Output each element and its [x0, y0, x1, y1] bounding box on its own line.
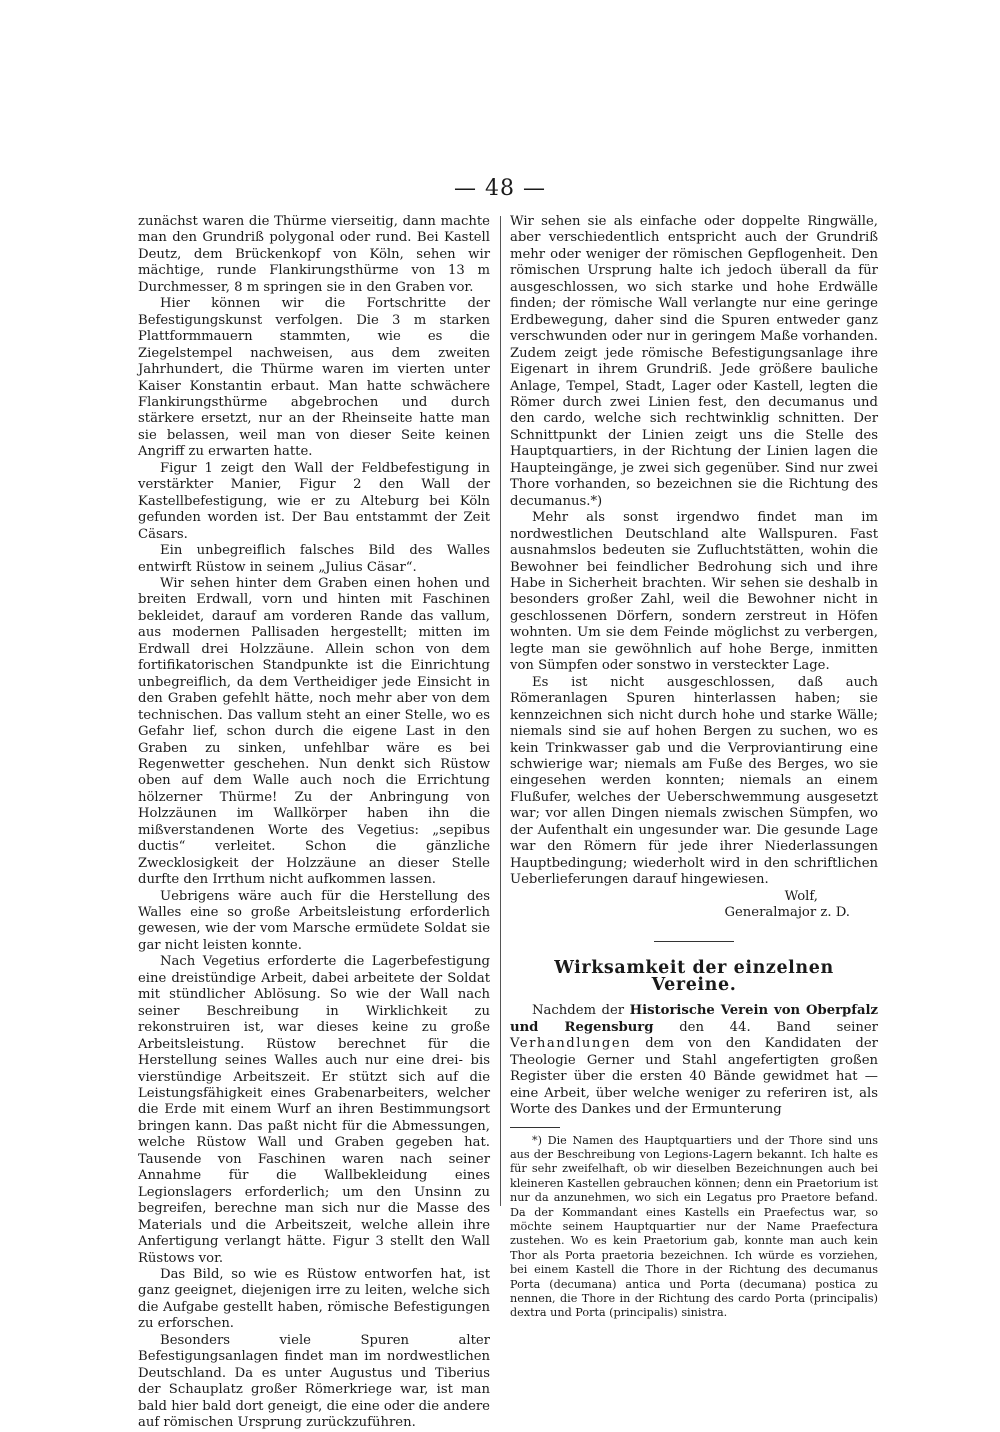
footnote: *) Die Namen des Hauptquartiers und der Thore sind uns aus der Beschreibung von Legions-Lagern bekannt. Ich halte es für sehr zweifelhaft, ob wir dieselben Bezeichnungen auch bei kleineren Kastellen gebrauchen können; denn ein Praetorium ist nur da anzunehmen, wo sich ein Legatus pro Praetore befand. Da der Kommandant eines Kastells ein Praefectus war, so möchte seinem Hauptquartier nur der Name Praefectura zustehen. Wo es kein Praetorium gab, konnte man auch kein Thor als Porta praetoria bezeichnen. Ich würde es vorziehen, bei einem Kastell die Thore in der Richtung des decumanus Porta (decumana) antica und Porta (decumana) postica zu nennen, die Thore in der Richtung des cardo Porta (principalis) dextra und Porta (principalis) sinistra.	[510, 1133, 878, 1320]
paragraph: Wir sehen sie als einfache oder doppelte Ringwälle, aber verschiedentlich entspricht auch der Grundriß mehr oder weniger der römischen Gepflogenheit. Den römischen Ursprung halte ich jedoch überall da für ausgeschlossen, wo sich starke und hohe Erdwälle finden; der römische Wall verlangte nur eine geringe Erdbewegung, daher sind die Spuren entweder ganz verschwunden oder nur in geringem Maße vorhanden. Zudem zeigt jede römische Befestigungsanlage ihre Eigenart in ihrem Grundriß. Jede größere bauliche Anlage, Tempel, Stadt, Lager oder Kastell, legten die Römer durch zwei Linien fest, den decumanus und den cardo, welche sich rechtwinklig schnitten. Der Schnittpunkt der Linien zeigt uns die Stelle des Hauptquartiers, in der Richtung der Linien lagen die Haupteingänge, je zwei sich gegenüber. Sind nur zwei Thore vorhanden, so bezeichnen sie die Richtung des decumanus.*)	[510, 214, 878, 509]
society-name: Historische Verein von Oberpfalz und Regensburg	[510, 1003, 878, 1035]
paragraph: Das Bild, so wie es Rüstow entworfen hat, ist ganz geeignet, diejenigen irre zu leiten, welche sich die Aufgabe gestellt haben, römische Befestigungen zu erforschen.	[138, 1267, 490, 1332]
paragraph: Ein unbegreiflich falsches Bild des Walles entwirft Rüstow in seinem „Julius Cäsar“.	[138, 543, 490, 575]
section-heading: Wirksamkeit der einzelnen Vereine.	[554, 958, 834, 995]
paragraph: Uebrigens wäre auch für die Herstellung des Walles eine so große Arbeitsleistung erforderlich gewesen, wie der vom Marsche ermüdete Soldat sie gar nicht leisten konnte.	[138, 888, 490, 953]
paragraph: Figur 1 zeigt den Wall der Feldbefestigung in verstärkter Manier, Figur 2 den Wall der Kastellbefestigung, wie er zu Alteburg bei Köln gefunden worden ist. Der Bau entstammt der Zeit Cäsars.	[138, 460, 490, 542]
paragraph: Es ist nicht ausgeschlossen, daß auch Römeranlagen Spuren hinterlassen haben; sie kennzeichnen sich nicht durch hohe und starke Wälle; niemals sind sie auf hohen Bergen zu suchen, wo es kein Trinkwasser gab und die Verproviantirung eine schwierige war; niemals am Fuße des Berges, wo sie eingesehen werden konnten; niemals an einem Flußufer, welches der Ueberschwemmung ausgesetzt war; vor allen Dingen niemals zwischen Sümpfen, wo der Aufenthalt ein ungesunder war. Die gesunde Lage war den Römern für jede ihrer Niederlassungen Hauptbedingung; wiederholt wird in den schriftlichen Ueberlieferungen darauf hingewiesen.	[510, 674, 878, 888]
paragraph: Hier können wir die Fortschritte der Befestigungskunst verfolgen. Die 3 m starken Plattformmauern stammten, wie es die Ziegelstempel nachweisen, aus dem zweiten Jahrhundert, die Thürme waren im vierten unter Kaiser Konstantin erbaut. Man hatte schwächere Flankirungsthürme abgebrochen und durch stärkere ersetzt, nur an der Rheinseite hatte man sie belassen, weil man von dieser Seite keinen Angriff zu erwarten hatte.	[138, 296, 490, 460]
paragraph: Besonders viele Spuren alter Befestigungsanlagen findet man im nordwestlichen Deutschland. Da es unter Augustus und Tiberius der Schauplatz großer Römerkriege war, ist man bald hier bald dort geneigt, die eine oder die andere auf römischen Ursprung zurückzuführen.	[138, 1332, 490, 1431]
section-lead: Nachdem der	[532, 1003, 625, 1019]
left-column	[138, 214, 490, 1432]
signature-title: Generalmajor z. D.	[724, 905, 850, 921]
section-rule	[654, 941, 734, 942]
footnote-rule	[510, 1127, 560, 1128]
paragraph: zunächst waren die Thürme vierseitig, dann machte man den Grundriß polygonal oder rund. Bei Kastell Deutz, dem Brückenkopf von Köln, sehen wir mächtige, runde Flankirungsthürme von 13 m Durchmesser, 8 m springen sie in den Graben vor.	[138, 214, 490, 295]
signature-name: Wolf,	[784, 888, 818, 904]
column-divider	[500, 216, 501, 1206]
paragraph: Wir sehen hinter dem Graben einen hohen und breiten Erdwall, vorn und hinten mit Faschinen bekleidet, darauf am vorderen Rande das vallum, aus modernen Pallisaden hergestellt; mitten im Erdwall drei Holzzäune. Allein schon von dem fortifikatorischen Standpunkte ist die Einrichtung unbegreiflich, da dem Vertheidiger jede Einsicht in den Graben gefehlt hätte, noch mehr aber von dem technischen. Das vallum steht an einer Stelle, wo es Gefahr lief, schon durch die eigene Last in den Graben zu sinken, unfehlbar wäre es bei Regenwetter geschehen. Nun denkt sich Rüstow oben auf dem Walle auch noch die Errichtung hölzerner Thürme! Zu der Anbringung von Holzzäunen im Wallkörper haben ihn die mißverstandenen Worte des Vegetius: „sepibus ductis“ verleitet. Schon die gänzliche Zwecklosigkeit der Holzzäune an dieser Stelle durfte den Irrthum nicht aufkommen lassen.	[138, 575, 490, 888]
right-column	[510, 214, 878, 1321]
section-rest: dem von den Kandidaten der Theologie Gerner und Stahl angefertigten großen Register über die ersten 40 Bände gewidmet hat — eine Arbeit, über welche weniger zu referiren ist, als Worte des Dankes und der Ermunterung	[510, 1036, 878, 1118]
paragraph: Nach Vegetius erforderte die Lagerbefestigung eine dreistündige Arbeit, dabei arbeitete der Soldat mit stündlicher Ablösung. So wie der Wall nach seiner Beschreibung in Wirklichkeit zu rekonstruiren ist, war dieses keine zu große Arbeitsleistung. Rüstow berechnet für die Herstellung seines Walles auch nur eine drei- bis vierstündige Arbeitszeit. Er stützt sich auf die Leistungsfähigkeit eines Grabenarbeiters, welcher die Erde mit einem Wurf an ihren Bestimmungsort bringen kann. Das paßt nicht für die Abmessungen, welche Rüstow Wall und Graben gegeben hat. Tausende von Faschinen waren nach seiner Annahme für die Wallbekleidung eines Legionslagers erforderlich; um den Unsinn zu begreifen, berechne man sich nur die Masse des Materials und die Arbeitszeit, welche allein ihre Anfertigung verlangt hätte. Figur 3 stellt den Wall Rüstows vor.	[138, 954, 490, 1266]
page-number: — 48 —	[454, 176, 546, 201]
paragraph: Mehr als sonst irgendwo findet man im nordwestlichen Deutschland alte Wallspuren. Fast ausnahmslos bedeuten sie Zufluchtstätten, wohin die Bewohner bei feindlicher Bedrohung sich und ihre Habe in Sicherheit brachten. Wir sehen sie deshalb in besonders großer Zahl, weil die Bewohner nicht in geschlossenen Dörfern, sondern zerstreut in Höfen wohnten. Um sie dem Feinde möglichst zu verbergen, legte man sie gewöhnlich auf hohe Berge, inmitten von Sümpfen oder sonstwo in versteckter Lage.	[510, 510, 878, 674]
section-mid: den 44. Band seiner	[679, 1019, 878, 1035]
section-paragraph	[510, 1003, 878, 1118]
publication-title: Verhandlungen	[510, 1036, 632, 1052]
